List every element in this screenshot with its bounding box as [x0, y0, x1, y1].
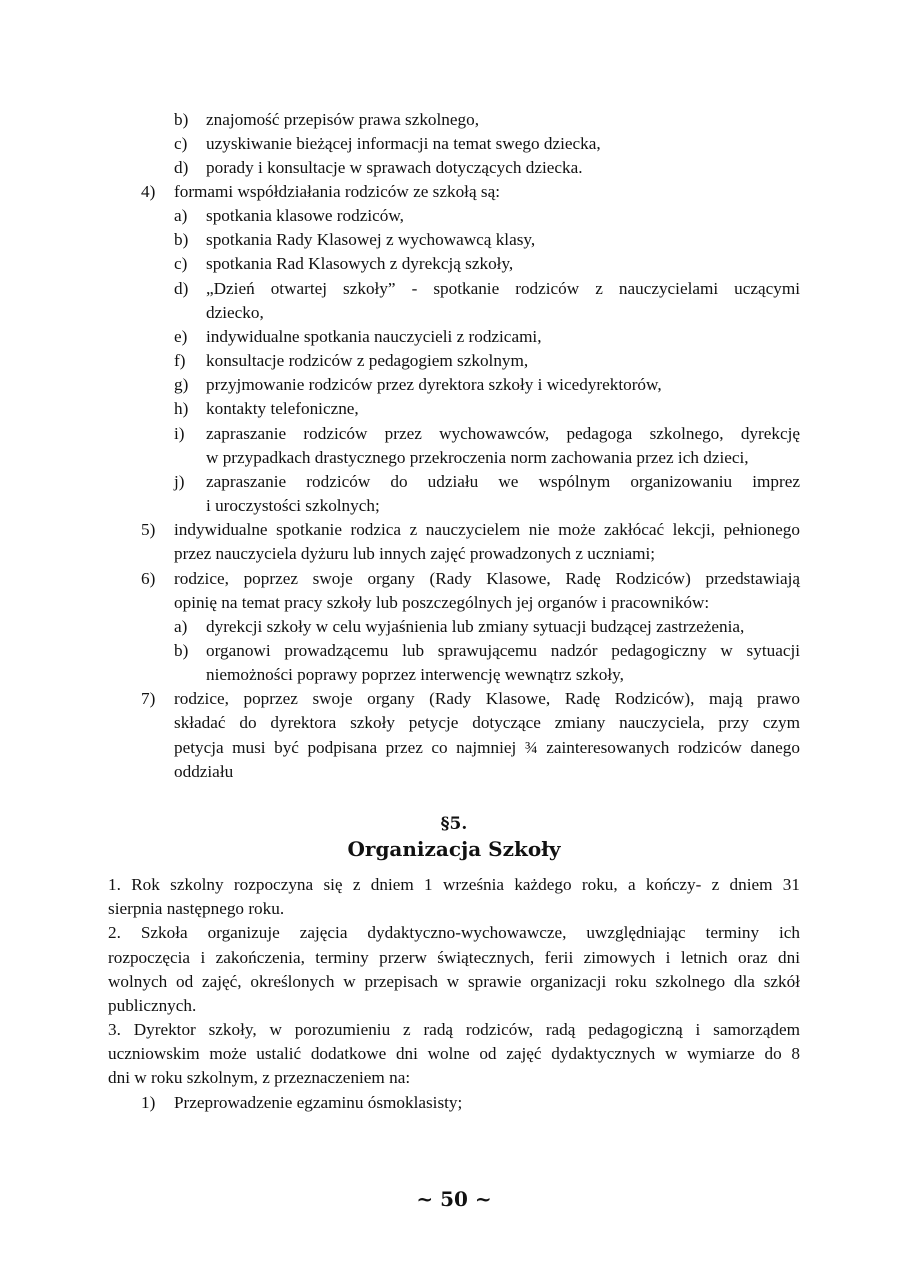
- list-item-text: przyjmowanie rodziców przez dyrektora szkoły i wicedyrektorów,: [206, 375, 662, 394]
- list-item-text: formami współdziałania rodziców ze szkołą są:: [174, 182, 500, 201]
- list-item-text: Przeprowadzenie egzaminu ósmoklasisty;: [174, 1093, 463, 1112]
- list-marker: j): [174, 472, 185, 491]
- list-item-text: dziecko,: [206, 303, 264, 322]
- list-item-text: opinię na temat pracy szkoły lub poszczególnych jej organów i pracowników:: [174, 593, 710, 612]
- paragraph-line: 1. Rok szkolny rozpoczyna się z dniem 1 września każdego roku, a kończy- z dniem 31: [108, 875, 800, 894]
- list-item-text: organowi prowadzącemu lub sprawującemu nadzór pedagogiczny w sytuacji: [206, 641, 800, 660]
- paragraph-line: rozpoczęcia i zakończenia, terminy przerw świątecznych, ferii zimowych i letnich oraz dni: [108, 948, 800, 967]
- list-item-text: składać do dyrektora szkoły petycje dotyczące zmiany nauczyciela, przy czym: [174, 713, 800, 732]
- list-item-text: znajomość przepisów prawa szkolnego,: [206, 110, 480, 129]
- list-item-text: spotkania Rady Klasowej z wychowawcą klasy,: [206, 230, 536, 249]
- list-marker: 6): [141, 569, 156, 588]
- list-marker: g): [174, 375, 189, 394]
- paragraph-line: wolnych od zajęć, określonych w przepisach w sprawie organizacji roku szkolnego dla szkół: [108, 972, 800, 991]
- list-marker: b): [174, 230, 189, 249]
- paragraph-line: dni w roku szkolnym, z przeznaczeniem na:: [108, 1068, 411, 1087]
- list-marker: 5): [141, 520, 156, 539]
- list-marker: b): [174, 110, 189, 129]
- list-item-text: indywidualne spotkanie rodzica z nauczycielem nie może zakłócać lekcji, pełnionego: [174, 520, 800, 539]
- list-item-text: oddziału: [174, 762, 234, 781]
- list-item-text: porady i konsultacje w sprawach dotyczących dziecka.: [206, 158, 583, 177]
- list-marker: c): [174, 134, 188, 153]
- list-item-text: rodzice, poprzez swoje organy (Rady Klasowe, Radę Rodziców) przedstawiają: [174, 569, 800, 588]
- list-item-text: „Dzień otwartej szkoły” - spotkanie rodziców z nauczycielami uczącymi: [206, 279, 800, 298]
- list-marker: h): [174, 399, 189, 418]
- list-item-text: spotkania Rad Klasowych z dyrekcją szkoły,: [206, 254, 514, 273]
- list-marker: 1): [141, 1093, 156, 1112]
- section-number: §5.: [440, 814, 468, 834]
- list-marker: d): [174, 279, 189, 298]
- list-marker: i): [174, 424, 185, 443]
- list-item-text: przez nauczyciela dyżuru lub innych zajęć prowadzonych z uczniami;: [174, 544, 656, 563]
- list-item-text: zapraszanie rodziców do udziału we wspólnym organizowaniu imprez: [206, 472, 800, 491]
- list-item-text: konsultacje rodziców z pedagogiem szkolnym,: [206, 351, 529, 370]
- list-marker: d): [174, 158, 189, 177]
- list-item-text: kontakty telefoniczne,: [206, 399, 359, 418]
- list-marker: 7): [141, 689, 156, 708]
- page-number: ~ 50 ~: [416, 1187, 492, 1211]
- list-marker: c): [174, 254, 188, 273]
- list-marker: a): [174, 206, 188, 225]
- list-item-text: zapraszanie rodziców przez wychowawców, pedagoga szkolnego, dyrekcję: [206, 424, 800, 443]
- paragraph-line: 2. Szkoła organizuje zajęcia dydaktyczno-wychowawcze, uwzględniając terminy ich: [108, 923, 800, 942]
- paragraph-line: publicznych.: [108, 996, 197, 1015]
- paragraph-line: uczniowskim może ustalić dodatkowe dni wolne od zajęć dydaktycznych w wymiarze do 8: [108, 1044, 800, 1063]
- list-marker: a): [174, 617, 188, 636]
- list-item-text: indywidualne spotkania nauczycieli z rodzicami,: [206, 327, 542, 346]
- list-item-text: dyrekcji szkoły w celu wyjaśnienia lub zmiany sytuacji budzącej zastrzeżenia,: [206, 617, 745, 636]
- list-item-text: i uroczystości szkolnych;: [206, 496, 380, 515]
- list-marker: 4): [141, 182, 156, 201]
- list-marker: f): [174, 351, 186, 370]
- list-item-text: w przypadkach drastycznego przekroczenia norm zachowania przez ich dzieci,: [206, 448, 749, 467]
- section-title: Organizacja Szkoły: [347, 837, 561, 861]
- list-marker: e): [174, 327, 188, 346]
- list-marker: b): [174, 641, 189, 660]
- list-item-text: petycja musi być podpisana przez co najmniej ¾ zainteresowanych rodziców danego: [174, 738, 800, 757]
- paragraph-line: 3. Dyrektor szkoły, w porozumieniu z radą rodziców, radą pedagogiczną i samorządem: [108, 1020, 800, 1039]
- list-item-text: rodzice, poprzez swoje organy (Rady Klasowe, Radę Rodziców), mają prawo: [174, 689, 800, 708]
- list-item-text: spotkania klasowe rodziców,: [206, 206, 404, 225]
- list-item-text: niemożności poprawy poprzez interwencję wewnątrz szkoły,: [206, 665, 624, 684]
- list-item-text: uzyskiwanie bieżącej informacji na temat swego dziecka,: [206, 134, 601, 153]
- paragraph-line: sierpnia następnego roku.: [108, 899, 285, 918]
